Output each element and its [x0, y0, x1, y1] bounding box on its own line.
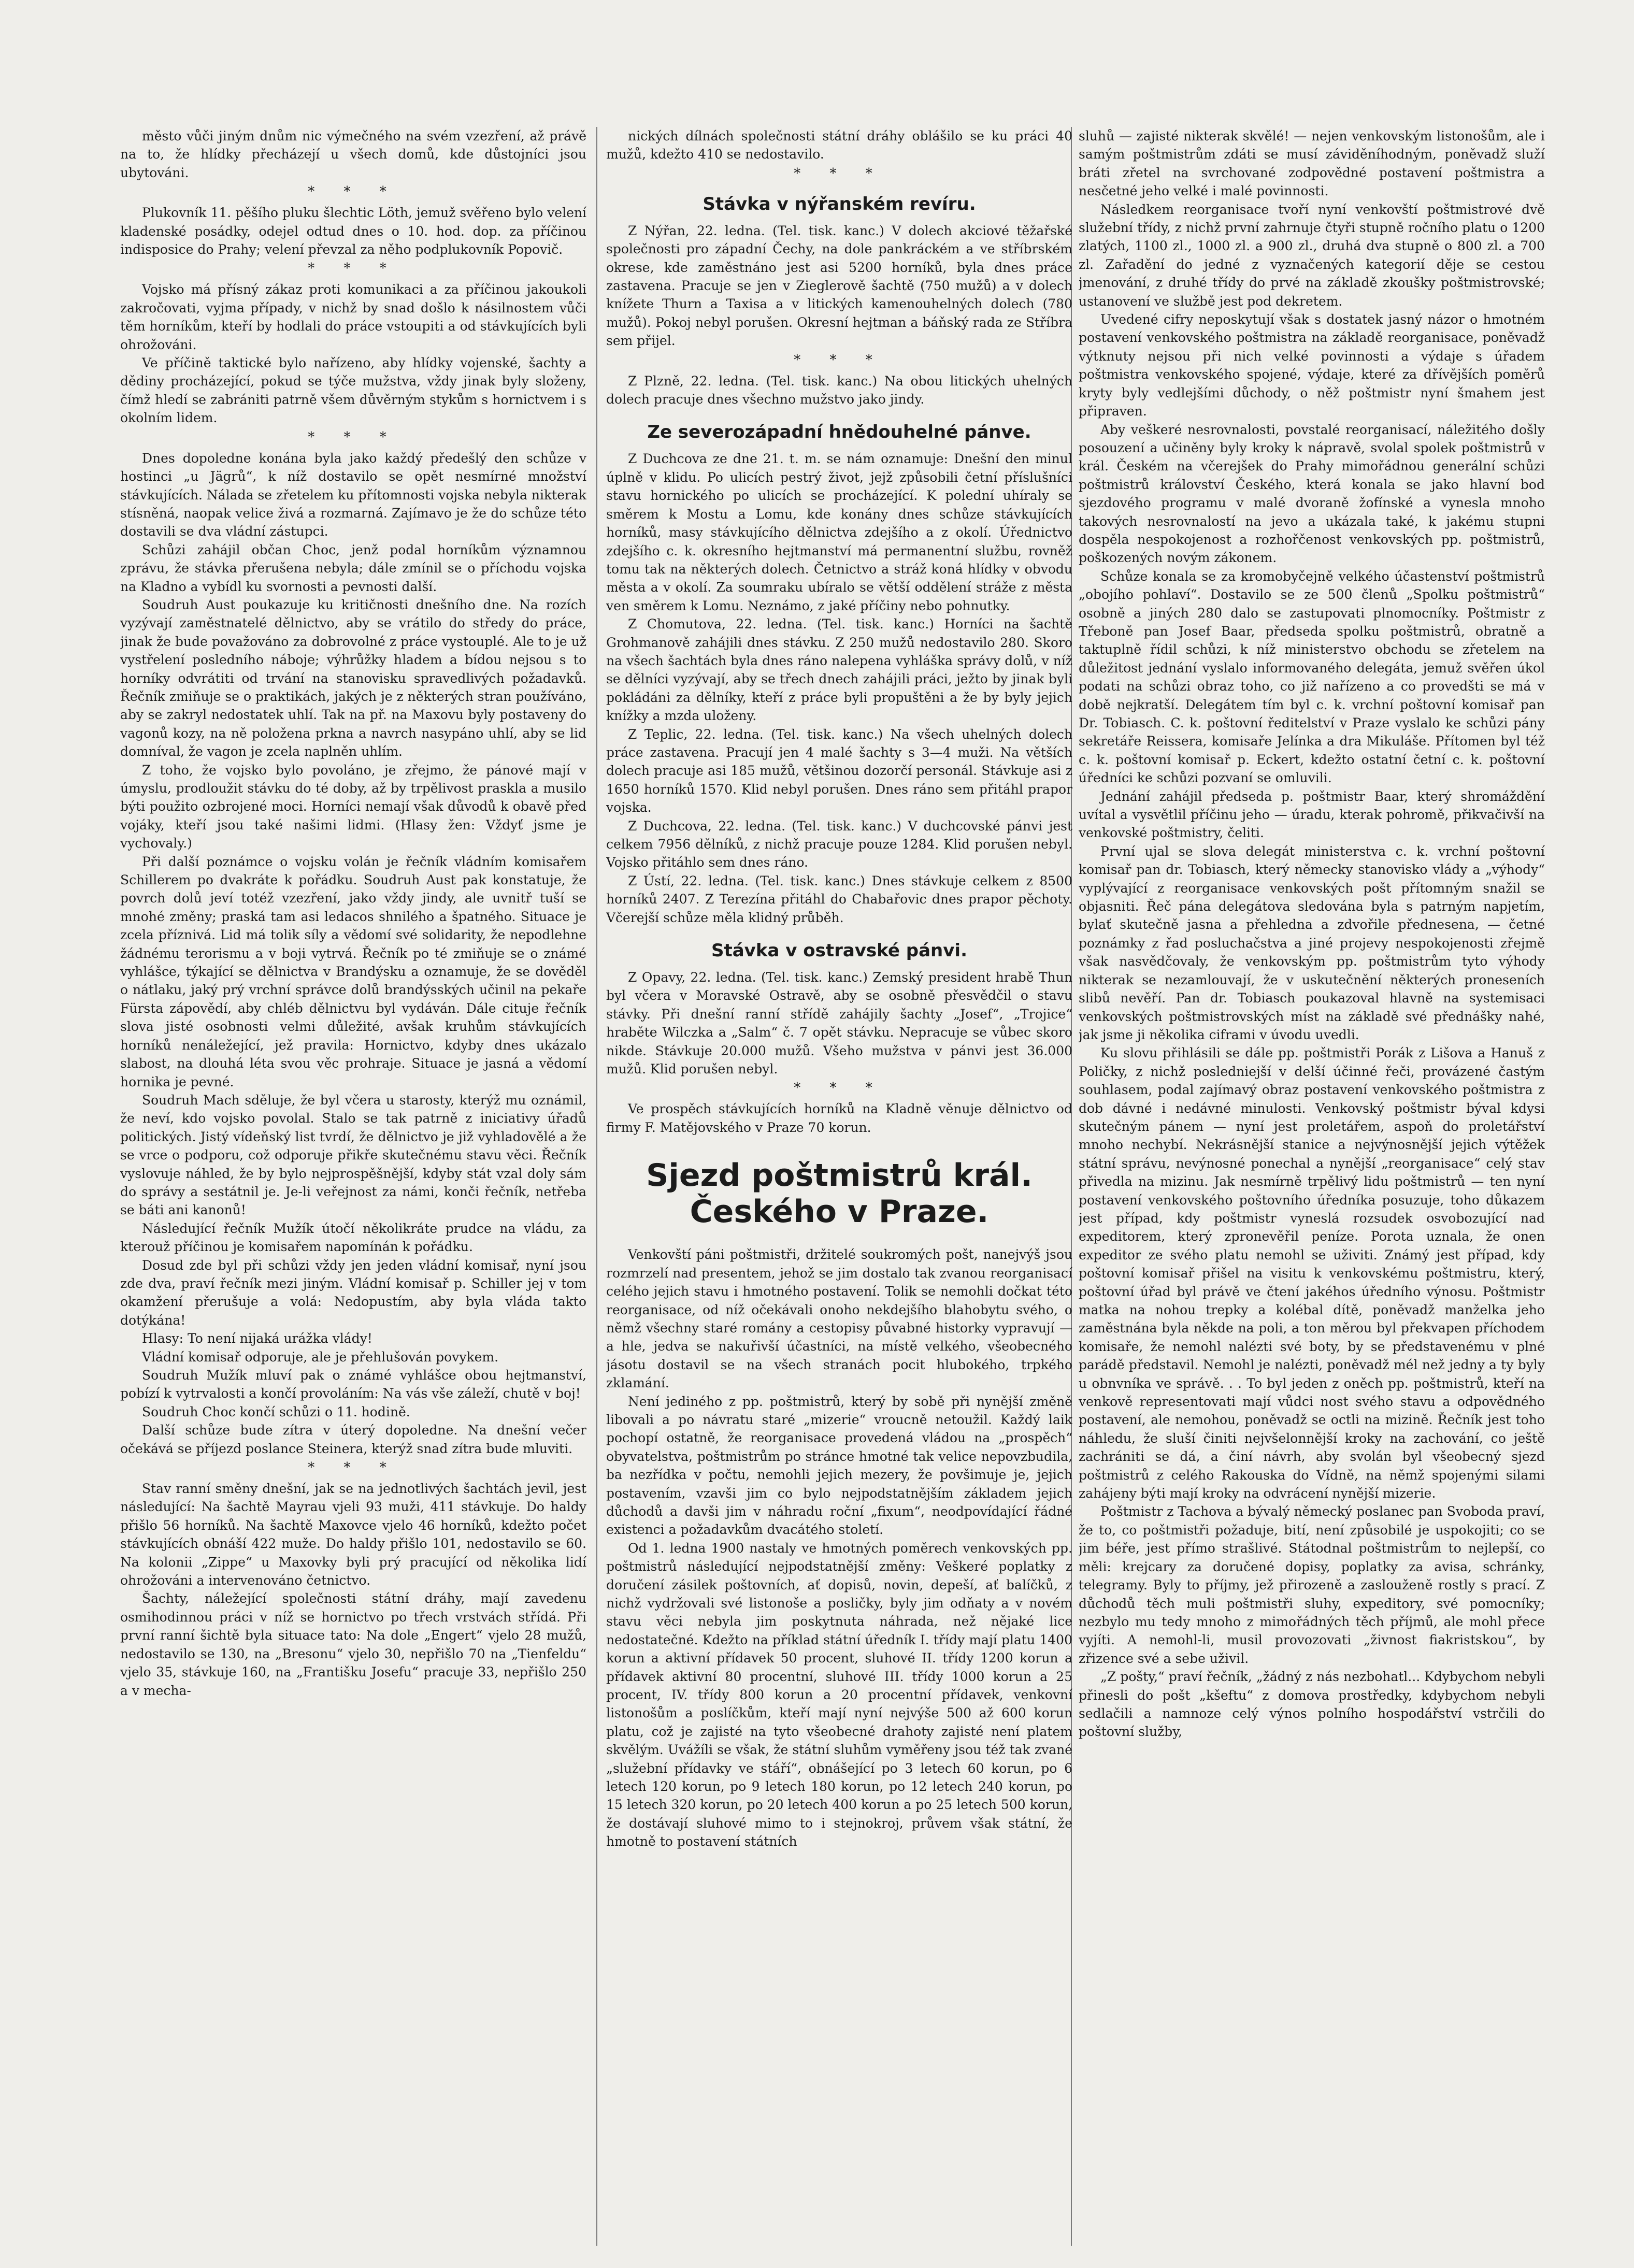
paragraph: Vojsko má přísný zákaz proti komunikaci a za příčinou jakoukoli zakročovati, vyjma případy, v nichž by snad došlo k násilnostem vůči těm horníkům, kteří by hodlali do práce vstoupiti a od stávkujících byli ohrožováni.: [120, 282, 586, 352]
paragraph: Stav ranní směny dnešní, jak se na jednotlivých šachtách jevil, jest následující: Na šachtě Mayrau vjeli 93 muži, 411 stávkuje. Do haldy přišlo 56 horníků. Na šachtě Maxovce vjelo 46 horníků, kdežto počet stávkujících obnáší 422 muže. Do haldy přišlo 101, nedostavilo se 60. Na kolonii „Zippe“ u Maxovky byli prý pracující od několika lidí ohrožováni a intervenováno četnictvo.: [120, 1481, 586, 1588]
paragraph: Z Opavy, 22. ledna. (Tel. tisk. kanc.) Zemský president hrabě Thun byl včera v Moravské Ostravě, aby se osobně přesvědčil o stavu stávky. Při dnešní ranní střídě zahájily šachty „Josef“, „Trojice“ hraběte Wilczka a „Salm“ č. 7 opět stávku. Nepracuje se vůbec skoro nikde. Stávkuje 20.000 mužů. Všeho mužstva v pánvi jest 36.000 mužů. Klid porušen nebyl.: [606, 970, 1072, 1077]
paragraph: Ve prospěch stávkujících horníků na Kladně věnuje dělnictvo od firmy F. Matějovského v Praze 70 korun.: [606, 1101, 1072, 1135]
paragraph: Schůze konala se za kromobyčejně velkého účastenství poštmistrů „obojího pohlaví“. Dostavilo se ze 500 členů „Spolku poštmistrů“ osobně a jiných 280 dalo se zastupovati plnomocníky. Poštmistr z Třeboně pan Josef Baar, předseda spolku poštmistrů, obratně a taktuplně řídil schůzi, k níž ministerstvo obchodu se zřetelem na důležitost jednání vyslalo informovaného delegáta, jemuž svěřen úkol podati na schůzi obraz toho, co již nařízeno a co provedšti se má v době nejkratší. Delegátem tím byl c. k. vrchní poštovní komisař pan Dr. Tobiasch. C. k. poštovní ředitelství v Praze vyslalo ke schůzi pány sekretáře Reissera, komisaře Jelínka a dra Mikuláše. Přítomen byl též c. k. poštovní komisař p. Eckert, kdežto ostatní četní c. k. poštovní úředníci ke schůzi pozvaní se omluvili.: [1079, 568, 1545, 786]
paragraph: Soudruh Aust poukazuje ku kritičnosti dnešního dne. Na rozích vyzývají zaměstnatelé dělnictvo, aby se vrátilo do středy do práce, jinak že bude považováno za dobrovolné z práce vystouplé. Ale to je už vystřelení posledního náboje; výhrůžky hladem a bídou nejsou s to horníky odvrátiti od trvání na stanovisku spravedlivých požadavků. Řečník zmiňuje se o praktikách, jakých je z některých stran používáno, aby se zakryl nedostatek uhlí. Tak na př. na Maxovu byly postaveny do vagonů kozy, na ně položena prkna a navrch nasypáno uhlí, aby se lid domníval, že vagon je zcela naplněn uhlím.: [120, 597, 586, 759]
paragraph: Schůzi zahájil občan Choc, jenž podal horníkům významnou zprávu, že stávka přerušena nebyla; dále zmínil se o příchodu vojska na Kladno a vybídl ku svornosti a pevnosti další.: [120, 542, 586, 594]
paragraph: Následující řečník Mužík útočí několikráte prudce na vládu, za kterouž příčinou je komisařem napomínán k pořádku.: [120, 1221, 586, 1255]
separator: * * *: [794, 352, 885, 368]
paragraph: Poštmistr z Tachova a bývalý německý poslanec pan Svoboda praví, že to, co poštmistři požaduje, bití, není způsobilé je uspokojiti; co se jim béře, jest přímo strašlivé. Státodnal poštmistrům to nejlepší, co měli: krejcary za doručené dopisy, poplatky za avisa, schránky, telegramy. Byly to příjmy, jež přirozeně a zaslouženě rostly s prací. Z důchodů těch muli poštmistři sluhy, expeditory, své pomocníky; nezbylo mu tedy mnoho z mimořádných těch příjmů, ale mohl přece vyjíti. A nemohl-li, musil provozovati „živnost fiakristskou“, by zřizence své a sebe uživil.: [1079, 1504, 1545, 1666]
paragraph: Šachty, náležející společnosti státní dráhy, mají zavedenu osmihodinnou práci v níž se hornictvo po třech vrstvách střídá. Při první ranní šichtě byla situace tato: Na dole „Engert“ vjelo 28 mužů, nedostavilo se 130, na „Bresonu“ vjelo 30, nepřišlo 70 na „Tienfeldu“ vjelo 35, stávkuje 160, na „Františku Josefu“ pracuje 33, nepřišlo 250 a v mecha-: [120, 1591, 586, 1698]
paragraph: Jednání zahájil předseda p. poštmistr Baar, který shromáždění uvítal a vysvětlil příčinu jeho — úradu, kterak pohromě, přikvačivší na venkovské poštmistry, čeliti.: [1079, 788, 1545, 841]
paragraph: Vládní komisař odporuje, ale je přehlušován povykem.: [142, 1349, 499, 1365]
paragraph: nických dílnách společnosti státní dráhy oblášilo se ku práci 40 mužů, kdežto 410 se nedostavilo.: [606, 128, 1072, 162]
paragraph: Soudruh Mužík mluví pak o známé vyhlášce obou hejtmanství, pobízí k vytrvalosti a končí provoláním: Na vás vše záleží, chutě v boj!: [120, 1368, 586, 1401]
section-heading: Stávka v nýřanském revíru.: [703, 193, 976, 214]
paragraph: Aby veškeré nesrovnalosti, povstalé reorganisací, náležitého došly posouzení a učiněny byly kroky k nápravě, svolal spolek poštmistrů v král. Českém na včerejšek do Prahy mimořádnou generální schůzi poštmistrů království Českého, která konala se jako hlavní bod sjezdového programu v malé dvoraně žofínské a vynesla mnoho takových nesrovnalostí na jevo a ukázala také, k jakému stupni dospěla nespokojenost a rozhořčenost venkovských pp. poštmistrů, poškozených novým zákonem.: [1079, 422, 1545, 566]
paragraph: město vůči jiným dnům nic výmečného na svém vzezření, až právě na to, že hlídky přecházejí u všech domů, kde důstojníci jsou ubytováni.: [120, 128, 586, 180]
separator: * * *: [794, 1080, 885, 1096]
column-divider: [596, 127, 597, 2246]
paragraph: Z toho, že vojsko bylo povoláno, je zřejmo, že pánové mají v úmyslu, prodloužit stávku do té doby, až by trpělivost praskla a musilo býti použito ozbrojené moci. Horníci nemají však důvodů k obavě před vojáky, kteří jsou také našimi lidmi. (Hlasy žen: Vždyť jsme je vychovaly.): [120, 762, 586, 851]
paragraph: Dnes dopoledne konána byla jako každý předešlý den schůze v hostinci „u Jägrů“, k níž dostavilo se opět nesmírné množství stávkujících. Nálada se zřetelem ku přítomnosti vojska nebyla nikterak stísněná, naopak velice živá a rozmarná. Zajímavo je že do schůze této dostavili se dva vládní zástupci.: [120, 450, 586, 539]
separator: * * *: [308, 184, 399, 200]
paragraph: Ve příčině taktické bylo nařízeno, aby hlídky vojenské, šachty a dědiny procházející, pokud se týče mužstva, vždy jinak byly složeny, čímž hledí se zabrániti patrně všem důvěrným stykům s hornictvem i s okolním lidem.: [120, 355, 586, 426]
paragraph: První ujal se slova delegát ministerstva c. k. vrchní poštovní komisař pan dr. Tobiasch, který německy stanovisko vlády a „výhody“ vyplývající z reorganisace venkovských pošt přítomným snažil se objasniti. Řeč pána delegátova sledována byla s patrným napjetím, bylať skutečně jasna a přehledna a zdvořile přednesena, — četné poznámky z řad posluchačstva a jiné projevy nespokojenosti zřejmě však nasvědčovaly, že venkovským pp. poštmistrům tyto výhody nikterak se nezamlouvají, že v uskutečnění některých proneseních slibů nevěří. Pan dr. Tobiasch poukazoval hlavně na systemisaci venkovských poštmistrovských míst na základě své přednášky nahé, jak jsme ji několika ciframi v úvodu uvedli.: [1079, 843, 1545, 1042]
separator: * * *: [308, 261, 399, 277]
column-2: [606, 127, 1072, 2251]
paragraph: Další schůze bude zítra v úterý dopoledne. Na dnešní večer očekává se příjezd poslance Steinera, kterýž snad zítra bude mluviti.: [120, 1423, 586, 1456]
paragraph: Hlasy: To není nijaká urážka vlády!: [142, 1331, 372, 1346]
section-heading: Ze severozápadní hnědouhelné pánve.: [647, 422, 1031, 443]
column-1: [120, 127, 586, 2251]
paragraph: Z Ústí, 22. ledna. (Tel. tisk. kanc.) Dnes stávkuje celkem z 8500 horníků 2407. Z Terezína přitáhl do Chabařovic dnes prapor pěchoty. Včerejší schůze měla klidný průběh.: [606, 873, 1072, 925]
paragraph: sluhů — zajisté nikterak skvělé! — nejen venkovským listonošům, ale i samým poštmistrům zdáti se musí záviděníhodným, poněvadž služí bráti zřetel na svrchované zodpovědné postavení poštmistra a nesčetné jeho velké i malé povinnosti.: [1079, 128, 1545, 199]
separator: * * *: [308, 1460, 399, 1476]
paragraph: Z Plzně, 22. ledna. (Tel. tisk. kanc.) Na obou litických uhelných dolech pracuje dnes všechno mužstvo jako jindy.: [606, 373, 1072, 407]
separator: * * *: [308, 429, 399, 445]
paragraph: Z Duchcova, 22. ledna. (Tel. tisk. kanc.) V duchcovské pánvi jest celkem 7956 dělníků, z nichž pracuje pouze 1284. Klid porušen nebyl. Vojsko přitáhlo sem dnes ráno.: [606, 818, 1072, 870]
paragraph: Z Nýřan, 22. ledna. (Tel. tisk. kanc.) V dolech akciové těžařské společnosti pro západní Čechy, na dole pankráckém a ve stříbrském okrese, kde zaměstnáno jest asi 5200 horníků, byla dnes práce zastavena. Pracuje se jen v Zieglerově šachtě (750 mužů) a v dolech knížete Thurn a Taxisa a v litických kamenouhelných dolech (780 mužů). Pokoj nebyl porušen. Okresní hejtman a báňský rada ze Stříbra sem přijel.: [606, 223, 1072, 349]
paragraph: Z Chomutova, 22. ledna. (Tel. tisk. kanc.) Horníci na šachtě Grohmanově zahájili dnes stávku. Z 250 mužů nedostavilo 280. Skoro na všech šachtách byla dnes ráno nalepena vyhláška správy dolů, v níž se dělníci vyzývají, aby se třech dnech zahájili práci, ježto by jinak byli pokládáni za dělníky, kteří z práce byli propuštěni a že by byly jejich knížky a mzda uloženy.: [606, 616, 1072, 724]
paragraph: Soudruh Choc končí schůzi o 11. hodině.: [142, 1404, 410, 1419]
paragraph: Uvedené cifry neposkytují však s dostatek jasný názor o hmotném postavení venkovského poštmistra na základě reorganisace, poněvadž výtknuty nejsou při nich velké povinnosti a výdaje s úřadem poštmistra venkovského spojené, výdaje, které za dřívějších poměrů kryty byly vedlejšími důchody, o něž poštmistr nyní šmahem jest připraven.: [1079, 312, 1545, 419]
paragraph: Z Teplic, 22. ledna. (Tel. tisk. kanc.) Na všech uhelných dolech práce zastavena. Pracují jen 4 malé šachty s 3—4 muži. Na větších dolech pracuje asi 185 mužů, většinou dozorčí personál. Stávkuje asi z 1650 horníků 1570. Klid nebyl porušen. Dnes ráno sem přitáhl prapor vojska.: [606, 726, 1072, 815]
paragraph: Od 1. ledna 1900 nastaly ve hmotných poměrech venkovských pp. poštmistrů následující nejpodstatnější změny: Veškeré poplatky z doručení zásilek poštovních, ať dopisů, novin, depeší, ať balíčků, z nichž vydržovali své listonoše a posličky, byly jim odňaty a v novém stavu věci nebyla jim poskytnuta náhrada, než nějaké lice nedostatečné. Kdežto na příklad státní úředník I. třídy mají platu 1400 korun a aktivní přídavek 50 procent, sluhové II. třídy 1200 korun a přídavek aktivní 80 procentní, sluhové III. třídy 1000 korun a 25 procent, IV. třídy 800 korun a 20 procentní přídavek, venkovní listonošům a poslíčkům, kteří mají nyní nejvýše 500 až 600 korun platu, což je zajisté na tyto všeobecné drahoty zajisté není platem skvělým. Uvážíli se však, že státní sluhům vyměřeny jsou též tak zvané „služební přídavky ve stáří“, obnášející po 3 letech 60 korun, po 6 letech 120 korun, po 9 letech 180 korun, po 12 letech 240 korun, po 15 letech 320 korun, po 20 letech 400 korun a po 25 letech 500 korun, že dostávají sluhové mimo to i stejnokroj, průvem však státní, že hmotně to postavení státních: [606, 1540, 1072, 1849]
paragraph: Při další poznámce o vojsku volán je řečník vládním komisařem Schillerem po dvakráte k pořádku. Soudruh Aust pak konstatuje, že povrch dolů jeví totéž vzezření, jako vždy jindy, ale uvnitř tuší se mnohé změny; praská tam asi ledacos shnilého a špatného. Situace je zcela příznivá. Lid má tolik síly a vědomí své solidarity, že nepodlehne žádnému terorismu a v boji vytrvá. Řečník po té zmiňuje se o známé vyhlášce, týkající se dělnictva v Brandýsku a oznamuje, že se dověděl o nátlaku, jaký prý vrchní správce dolů brandýsských učinil na pekaře Fürsta zápovědí, aby chléb dělnictvu byl vydáván. Dále cituje řečník slova jisté osobnosti velmi důležité, avšak kruhům stávkujících horníků nenáležející, jež pravila: Hornictvo, kdyby dnes ukázalo slabost, na dlouhá léta svou věc prohraje. Situace je jasná a vědomí hornika je pevné.: [120, 854, 586, 1089]
paragraph: Plukovník 11. pěšího pluku šlechtic Löth, jemuž svěřeno bylo velení kladenské posádky, odejel odtud dnes o 10. hod. dop. za příčinou indisposice do Prahy; velení převzal za něho podplukovník Popovič.: [120, 205, 586, 257]
separator: * * *: [794, 165, 885, 181]
paragraph: Z Duchcova ze dne 21. t. m. se nám oznamuje: Dnešní den minul úplně v klidu. Po ulicích pestrý život, jejž způsobili četní příslušníci stavu hornického po ulicích se procházející. K polední uhíraly se směrem k Mostu a Lomu, kde konány dnes schůze stávkujících horníků, masy stávkujícího dělnictva zdejšího a z okolí. Úřednictvo zdejšího c. k. okresního hejtmanství má permanentní službu, rovněž tomu tak na některých dolech. Četnictvo a stráž koná hlídky v obvodu města a v okolí. Za soumraku ubíralo se větší oddělení stráže z města ven směrem k Lomu. Neznámo, z jaké příčiny nebo pohnutky.: [606, 451, 1072, 613]
column-3: [1079, 127, 1545, 2251]
paragraph: Venkovští páni poštmistři, držitelé soukromých pošt, nanejvýš jsou rozmrzelí nad presentem, jehož se jim dostalo tak zvanou reorganisací celého jejich stavu i hmotného postavení. Tolik se nemohli dočkat této reorganisace, od níž očekávali onoho nekdejšího blahobytu svého, o němž všechny staré romány a cestopisy půvabné historky vypravují — a hle, jedva se nakuřivší účastníci, na místě velkého, všeobecného jásotu dostavil se na všech stranách pocit hlubokého, trpkého zklamání.: [606, 1247, 1072, 1391]
article-headline: Sjezd poštmistrů král. Českého v Praze.: [646, 1157, 1033, 1230]
paragraph: Dosud zde byl při schůzi vždy jen jeden vládní komisař, nyní jsou zde dva, praví řečník mezi jiným. Vládní komisař p. Schiller jej v tom okamžení přerušuje a volá: Nedopustím, aby byla vláda takto dotýkána!: [120, 1257, 586, 1328]
paragraph: Není jediného z pp. poštmistrů, který by sobě při nynější změně libovali a po návratu staré „mizerie“ vroucně netoužil. Každý laik pochopí ostatně, že reorganisace provedená vládou na „prospěch“ obyvatelstva, poštmistrům po stránce hmotné tak velice nepovzbudila, ba nezřídka v počtu, nemohli jejich mezery, že povšimuje je, jejich postavením, vzavši jim co bylo nejpodstatnějším základem jejich důchodů a davši jim v náhradu roční „fixum“, neodpovídající řádné existenci a požadavkům dvacátého století.: [606, 1394, 1072, 1538]
paragraph: Soudruh Mach sděluje, že byl včera u starosty, kterýž mu oznámil, že neví, kdo vojsko povolal. Stalo se tak patrně z iniciativy úřadů politických. Jistý vídeňský list tvrdí, že dělnictvo je již vyhladovělé a že se vrce o podporu, což odporuje přikře skutečnému stavu věci. Řečník vyslovuje náhled, že by bylo nejprospěšnější, kdyby stát vzal doly sám do správy a sestátnil je. Je-li veřejnost za námi, konči řečník, netřeba se báti ani kanonů!: [120, 1092, 586, 1218]
paragraph: „Z pošty,“ praví řečník, „žádný z nás nezbohatl... Kdybychom nebyli přinesli do pošt „kšeftu“ z domova prostředky, kdybychom nebyli sedlačili a namnoze celý výnos polního hospodářství vstrčili do poštovní služby,: [1079, 1669, 1545, 1740]
paragraph: Ku slovu přihlásili se dále pp. poštmistři Porák z Lišova a Hanuš z Poličky, z nichž posledniejší v delší účinné řeči, provázené častým souhlasem, podal zajímavý obraz postavení venkovského poštmistra z dob dávné i nedávné minulosti. Venkovský poštmistr býval kdysi skutečným pánem — nyní jest proletářem, aspoň do proletářství mnoho nechybí. Nekrásnější stanice a nejvýnosnější jejich výtěžek státní správu, nevýnosné ponechal a nynější „reorganisace“ celý stav přivedla na mizinu. Jak nesmírně trpělivý lidu poštmistrů — ten nyní postavení venkovského poštovního úředníka posuzuje, toho důkazem jest případ, kdy poštmistr vyneslá rozsudek osvobozující nad expeditorem, který zpronevěřil peníze. Porota uznala, že onen expeditor ze svého platu nemohl se uživiti. Známý jest případ, kdy poštovní komisař přišel na visitu k venkovskému poštmistru, který, poštovní úřad byl právě ve čtení jakéhos úředního výnosu. Poštmistr matka na nohou trepky a kolébal dítě, poněvadž manželka jeho zaměstnána byla někde na poli, a ton měrou byl překvapen příchodem komisaře, že nemohl nalézti své boty, by se představenému v plné parádě představil. Nemohl je nalézti, poněvadž mél než jedny a ty byly u obnvníka ve správě. . . To byl jeden z oněch pp. poštmistrů, kteří na venkově representovati mají vůdci nost svého stavu a odpovědného postavení, ale nemohou, poněvadž se octli na mizině. Řečník jest toho náhledu, že sluší činiti nejvšelonnější kroky na zachování, co ještě zachrániti se dá, a činí návrh, aby svolán byl všeobecný sjezd poštmistrů z celého Rakouska do Vídně, na němž spojenými silami zahájeny býti mají kroky na odvrácení nynější mizerie.: [1079, 1045, 1545, 1501]
paragraph: Následkem reorganisace tvoří nyní venkovští poštmistrové dvě služební třídy, z nichž první zahrnuje čtyři stupně ročního platu o 1200 zlatých, 1100 zl., 1000 zl. a 900 zl., druhá dva stupně o 800 zl. a 700 zl. Zařadění do jedné z vyznačených kategorií děje se cestou jmenování, z druhé třídy do prvé na základě zkoušky poštmistrovské; ustanovení ve službě jest pod dekretem.: [1079, 202, 1545, 309]
section-heading: Stávka v ostravské pánvi.: [711, 940, 967, 961]
